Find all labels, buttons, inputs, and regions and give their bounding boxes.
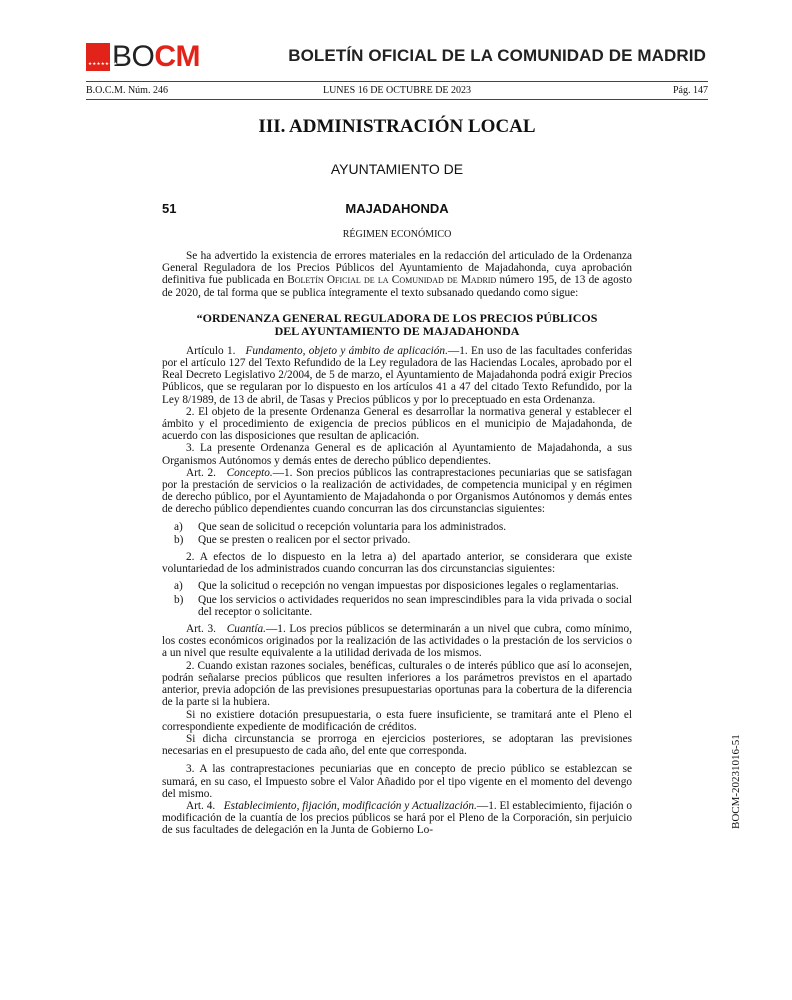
list-item: b) Que los servicios o actividades requeridos no sean imprescindibles para la vida privada o social del receptor o solicitante. (174, 593, 632, 618)
article-3-paragraph-4: Si dicha circunstancia se prorroga en ejercicios posteriores, se adoptaran las previsiones necesarias en el presupuesto de cada año, del ente que corresponda. (162, 732, 632, 758)
list-item: a) Que sean de solicitud o recepción voluntaria para los administrados. (174, 520, 507, 533)
article-3-paragraph-2: 2. Cuando existan razones sociales, benéficas, culturales o de interés público que así lo aconsejen, podrán señalarse precios públicos que resulten inferiores a los parámetros previstos en el apartado anterior, previa adopción de las previsiones presupuestarias oportunas para la cobertura de la diferencia de la parte si la hubiera. (162, 659, 632, 709)
logo-wordmark: BOCM (112, 40, 201, 73)
document-body (162, 250, 632, 837)
article-3-paragraph-3: Si no existiere dotación presupuestaria, o esta fuere insuficiente, se tramitará ante el Pleno el correspondiente expediente de modificación de créditos. (162, 708, 632, 733)
ordinance-title: “ORDENANZA GENERAL REGULADORA DE LOS PRECIOS PÚBLICOS DEL AYUNTAMIENTO DE MAJADAHONDA (196, 310, 598, 338)
issue-date: LUNES 16 DE OCTUBRE DE 2023 (322, 85, 472, 96)
entity-heading: AYUNTAMIENTO DE (330, 161, 464, 177)
bocm-logo (86, 42, 200, 72)
issue-number: B.O.C.M. Núm. 246 (86, 85, 168, 96)
municipality-heading: MAJADAHONDA (345, 201, 449, 216)
article-2-list-2 (162, 580, 632, 618)
section-title: III. ADMINISTRACIÓN LOCAL (258, 116, 536, 137)
article-1-paragraph-1: Artículo 1. Fundamento, objeto y ámbito de aplicación.—1. En uso de las facultades conferidas por el artículo 127 del Texto Refundido de la Ley reguladora de las Haciendas Locales, aprobado por el Real Decreto Legislativo 2/2004, de 5 de marzo, el Ayuntamiento de Majadahonda podrá exigir Precios Públicos, que se regularan por lo dispuesto en los artículos 41 a 47 del citado Texto Refundido, por la Ley 8/1989, de 13 de abril, de Tasas y Precios públicos y por lo preceptuado en esta Ordenanza. (162, 344, 632, 406)
article-3-paragraph-1: Art. 3. Cuantía.—1. Los precios públicos se determinarán a un nivel que cubra, como mínimo, los costes económicos originados por la realización de las actividades o la prestación de los servicios o a un nivel que resulte equivalente a la utilidad derivada de los mismos. (162, 623, 632, 660)
article-1-paragraph-2: 2. El objeto de la presente Ordenanza General es desarrollar la normativa general y establecer el ámbito y el procedimiento de exigencia de precios públicos en el municipio de Majadahonda, de acuerdo con las disposiciones que resultan de aplicación. (162, 405, 632, 443)
article-1-paragraph-3: 3. La presente Ordenanza General es de aplicación al Ayuntamiento de Majadahonda, a sus Organismos Autónomos y demás entes de derecho público dependientes. (162, 442, 632, 467)
publication-title: BOLETÍN OFICIAL DE LA COMUNIDAD DE MADRID (288, 46, 706, 65)
madrid-flag-icon (86, 43, 118, 71)
list-item: b) Que se presten o realicen por el sector privado. (174, 533, 411, 546)
article-3-paragraph-5: 3. A las contraprestaciones pecuniarias que en concepto de precio público se establezcan se sumará, en su caso, el Impuesto sobre el Valor Añadido por el tipo vigente en el momento del devengo del mismo. (162, 763, 632, 800)
subheading: RÉGIMEN ECONÓMICO (342, 229, 452, 240)
page-number: Pág. 147 (673, 85, 708, 96)
header-rule-bottom (86, 99, 708, 100)
issue-meta-row (86, 85, 708, 96)
announcement-number: 51 (162, 201, 177, 216)
intro-paragraph: Se ha advertido la existencia de errores materiales en la redacción del articulado de la Ordenanza General Reguladora de los Precios Públicos del Ayuntamiento de Majadahonda, cuya aprobación definitiva fue publicada en Boletín Oficial de la Comunidad de Madrid número 195, de 13 de agosto de 2020, de tal forma que se publica íntegramente el texto subsanado quedando como sigue: (162, 250, 633, 299)
logo-stars: ★★★★★★★ (88, 61, 118, 66)
list-item: a) Que la solicitud o recepción no vengan impuestas por disposiciones legales o reglamentarias. (174, 580, 619, 593)
article-2-paragraph-1: Art. 2. Concepto.—1. Son precios públicos las contraprestaciones pecuniarias que se satisfagan por la prestación de servicios o la realización de actividades, de competencia municipal y en régimen de derecho público, por el Ayuntamiento de Majadahonda o por Organismos Autónomos y demás entes de derecho público dependientes cuando concurran las dos circunstancias siguientes: (162, 466, 632, 516)
header-rule-top (86, 81, 708, 82)
article-2-list-1 (162, 521, 632, 546)
side-code-text: BOCM-20231016-51 (730, 734, 742, 829)
article-2-paragraph-2: 2. A efectos de lo dispuesto en la letra a) del apartado anterior, se considerara que existe voluntariedad de los administrados cuando concurran las dos circunstancias siguientes: (162, 551, 632, 576)
article-4-paragraph-1: Art. 4. Establecimiento, fijación, modificación y Actualización.—1. El establecimiento, fijación o modificación de la cuantía de los precios públicos se hará por el Pleno de la Corporación, sin perjuicio de sus facultades de delegación en la Junta de Gobierno Lo- (162, 799, 632, 837)
